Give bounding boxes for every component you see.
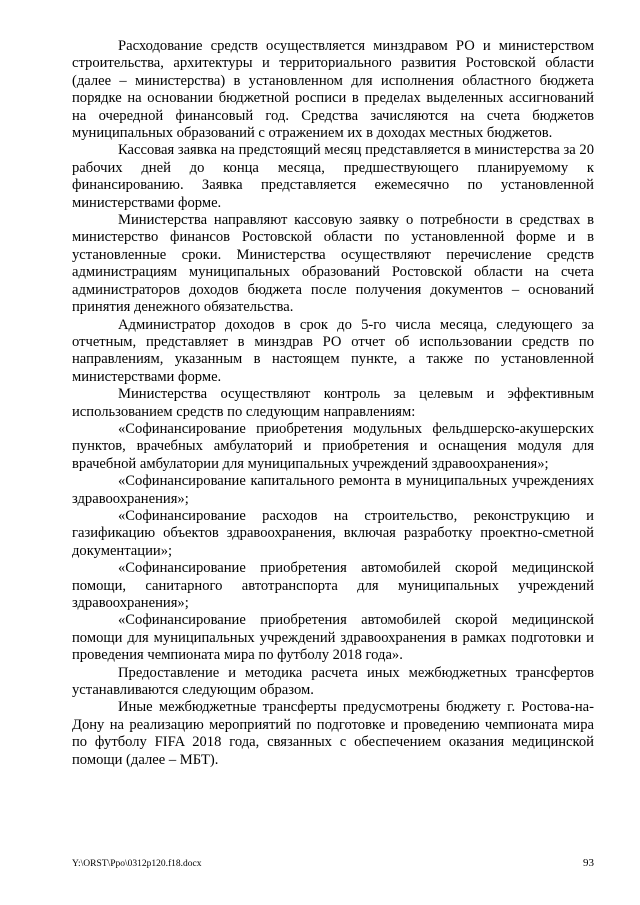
paragraph-ministries-send-request: Министерства направляют кассовую заявку о потребности в средствах в министерство финансов Ростовской области по установленной форме и в установленные сроки. Министерства осуществляют перечисление средств администрациям муниципальных образований Ростовской области на счета администраторов доходов бюджета после получения документов – оснований принятия денежного обязательства. [72,212,594,316]
paragraph-direction-capital-repair: «Софинансирование капитального ремонта в муниципальных учреждениях здравоохранения»; [72,473,594,507]
paragraph-direction-ambulances-worldcup: «Софинансирование приобретения автомобилей скорой медицинской помощи для муниципальных учреждений здравоохранения в рамках подготовки и проведения чемпионата мира по футболу 2018 года». [72,612,594,664]
paragraph-transfers-rostov: Иные межбюджетные трансферты предусмотрены бюджету г. Ростова-на-Дону на реализацию мероприятий по подготовке и проведению чемпионата мира по футболу FIFA 2018 года, связанных с обеспечением оказания медицинской помощи (далее – МБТ). [72,699,594,768]
paragraph-direction-construction: «Софинансирование расходов на строительство, реконструкцию и газификацию объектов здравоохранения, включая разработку проектно-сметной документации»; [72,507,594,559]
paragraph-direction-ambulances: «Софинансирование приобретения автомобилей скорой медицинской помощи, санитарного автотранспорта для муниципальных учреждений здравоохранения»; [72,560,594,611]
footer-page-number: 93 [583,857,594,869]
footer-file-path: Y:\ORST\Ppo\0312p120.f18.docx [72,859,202,869]
paragraph-transfers-method: Предоставление и методика расчета иных межбюджетных трансфертов устанавливаются следующим образом. [72,664,594,699]
paragraph-revenue-administrator: Администратор доходов в срок до 5-го числа месяца, следующего за отчетным, представляет в минздрав РО отчет об использовании средств по направлениям, указанным в настоящем пункте, а также по установленной министерствами форме. [72,316,594,385]
document-body [72,38,594,769]
paragraph-spending: Расходование средств осуществляется минздравом РО и министерством строительства, архитектуры и территориального развития Ростовской области (далее – министерства) в установленном для исполнения областного бюджета порядке на основании бюджетной росписи в пределах выделенных ассигнований на очередной финансовый год. Средства зачисляются на счета бюджетов муниципальных образований с отражением их в доходах местных бюджетов. [72,38,594,142]
paragraph-control: Министерства осуществляют контроль за целевым и эффективным использованием средств по следующим направлениям: [72,386,594,420]
paragraph-direction-modular-points: «Софинансирование приобретения модульных фельдшерско-акушерских пунктов, врачебных амбулаторий и приобретения и оснащения модуля для врачебной амбулатории для муниципальных учреждений здравоохранения»; [72,420,594,472]
paragraph-cash-request: Кассовая заявка на предстоящий месяц представляется в министерства за 20 рабочих дней до конца месяца, предшествующего планируемому к финансированию. Заявка представляется ежемесячно по установленной министерствами форме. [72,142,594,211]
